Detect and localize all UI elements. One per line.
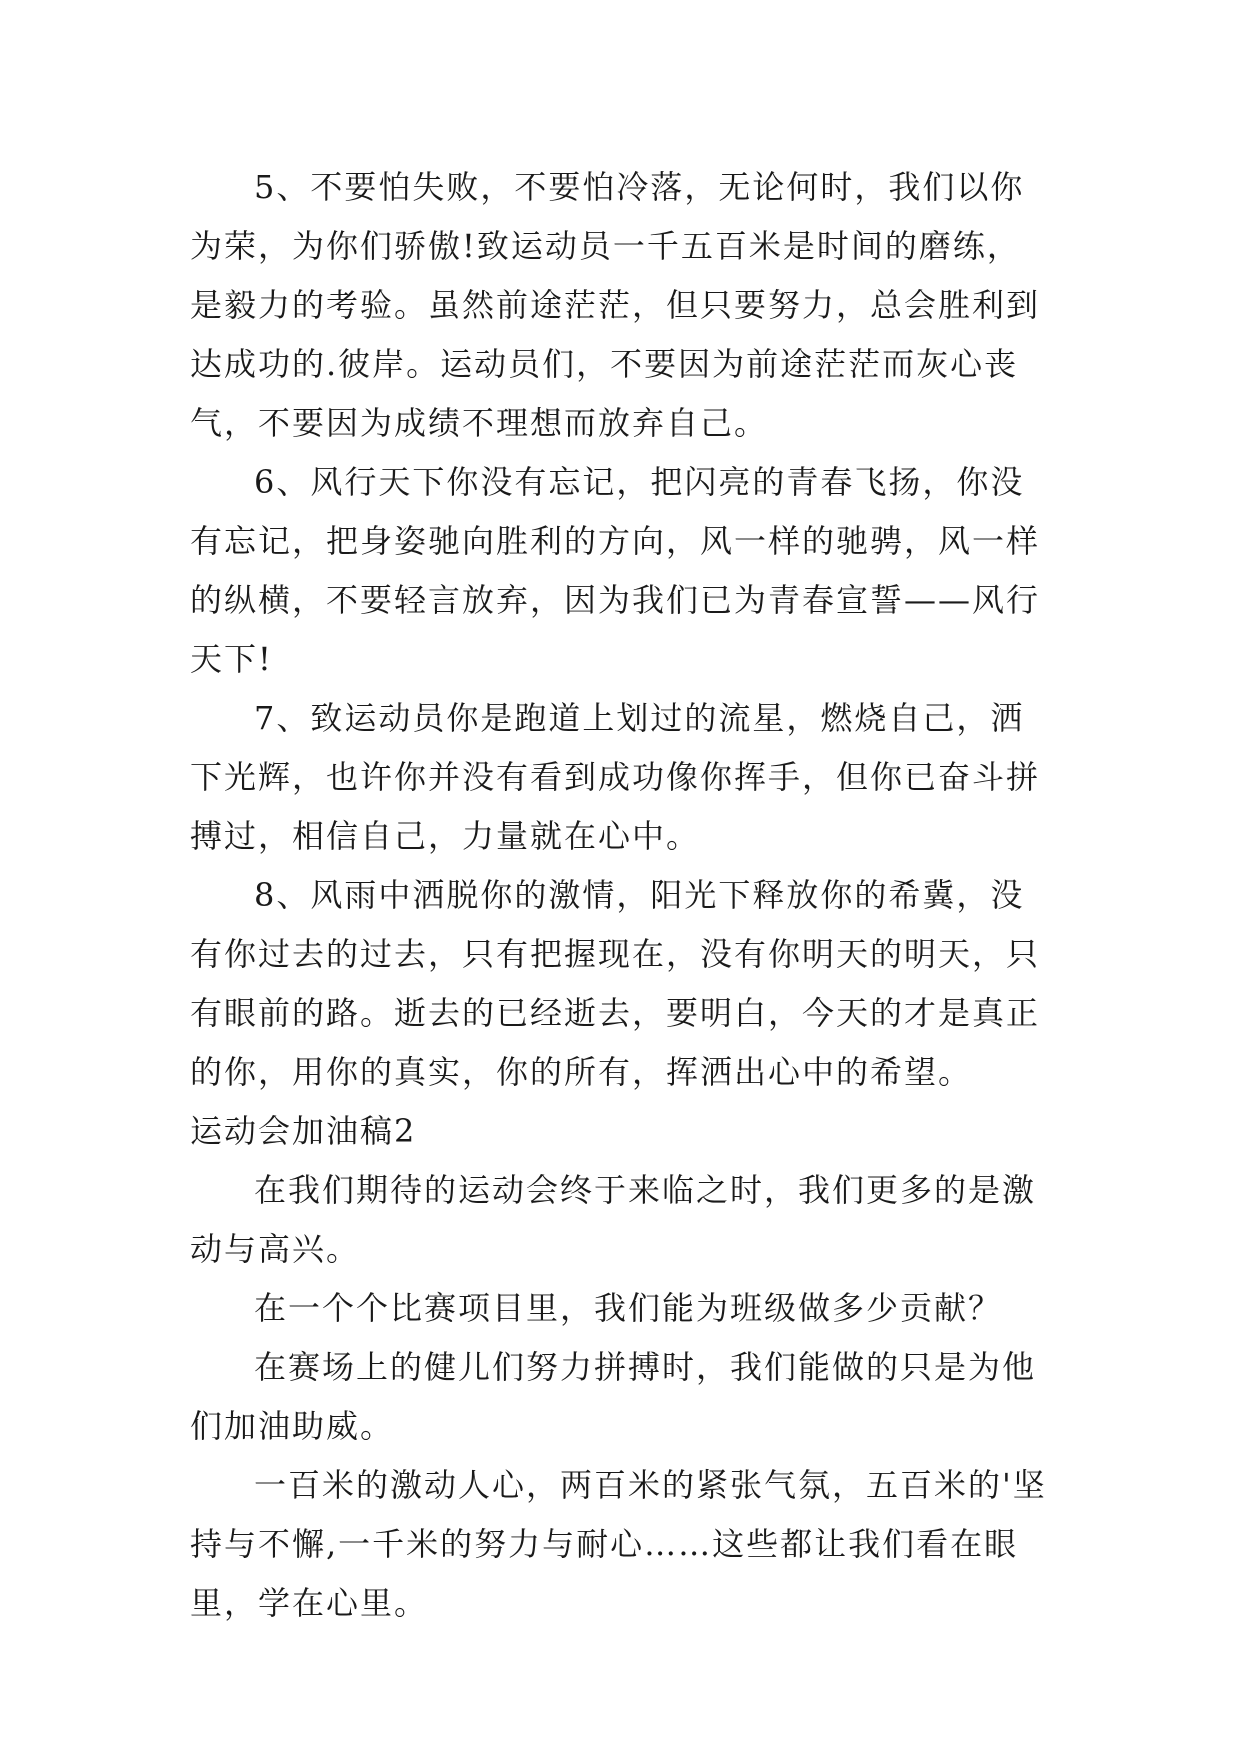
paragraph-7: 7、致运动员你是跑道上划过的流星，燃烧自己，洒下光辉，也许你并没有看到成功像你挥手，但你已奋斗拼搏过，相信自己，力量就在心中。	[190, 699, 1041, 855]
paragraph-intro: 在我们期待的运动会终于来临之时，我们更多的是激动与高兴。	[190, 1171, 1037, 1268]
paragraph-cheer: 在赛场上的健儿们努力拼搏时，我们能做的只是为他们加油助威。	[190, 1348, 1037, 1445]
paragraph-6: 6、风行天下你没有忘记，把闪亮的青春飞扬，你没有忘记，把身姿驰向胜利的方向，风一样的驰骋，风一样的纵横，不要轻言放弃，因为我们已为青春宣誓——风行天下!	[190, 463, 1041, 678]
paragraph-5: 5、不要怕失败，不要怕冷落，无论何时，我们以你为荣，为你们骄傲!致运动员一千五百米是时间的磨练，是毅力的考验。虽然前途茫茫，但只要努力，总会胜利到达成功的.彼岸。运动员们，不要因为前途茫茫而灰心丧气，不要因为成绩不理想而放弃自己。	[190, 168, 1041, 442]
paragraph-8: 8、风雨中洒脱你的激情，阳光下释放你的希冀，没有你过去的过去，只有把握现在，没有你明天的明天，只有眼前的路。逝去的已经逝去，要明白，今天的才是真正的你，用你的真实，你的所有，挥洒出心中的希望。	[190, 876, 1041, 1091]
section-heading: 运动会加油稿2	[190, 1112, 417, 1150]
document-body	[190, 158, 1050, 1633]
paragraph-races: 一百米的激动人心，两百米的紧张气氛，五百米的'坚持与不懈,一千米的努力与耐心……这些都让我们看在眼里，学在心里。	[190, 1466, 1047, 1622]
paragraph-question: 在一个个比赛项目里，我们能为班级做多少贡献？	[254, 1289, 1003, 1327]
